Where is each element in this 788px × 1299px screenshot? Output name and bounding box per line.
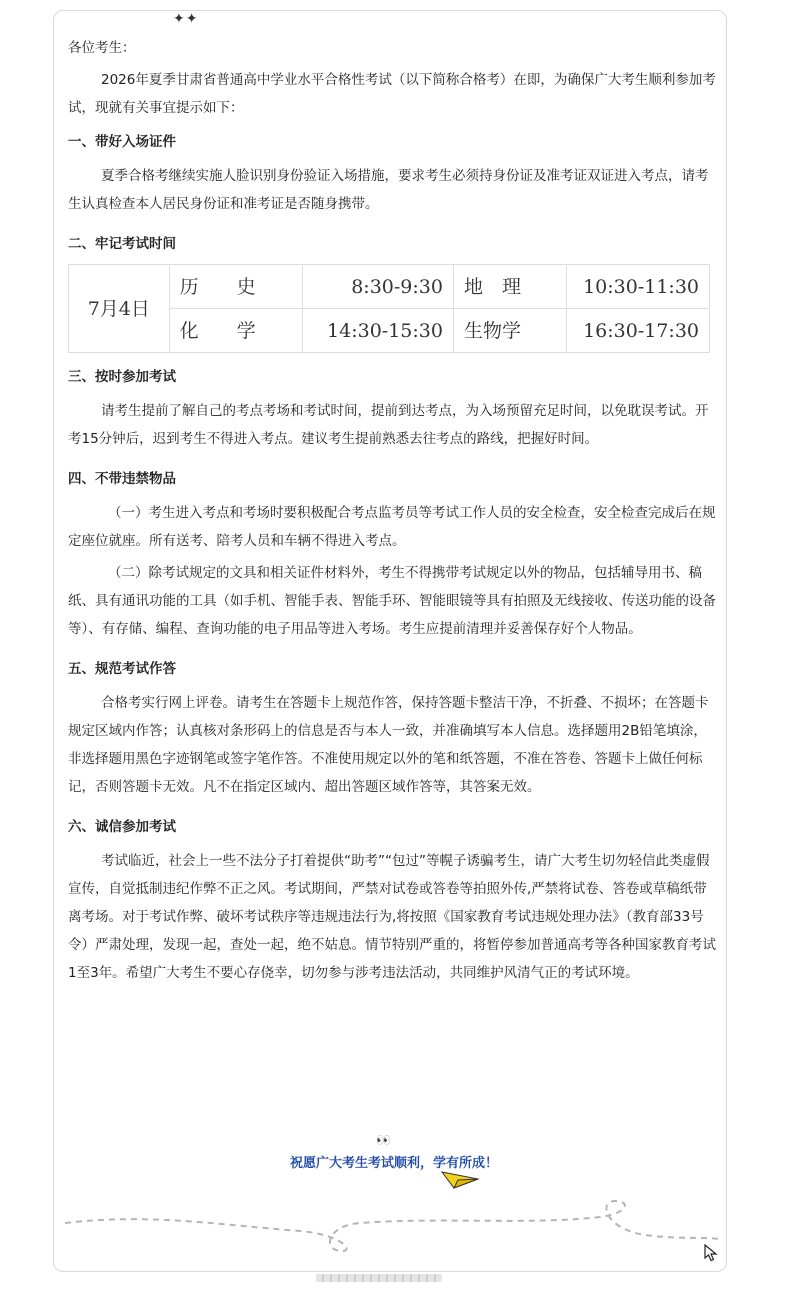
paper-plane-icon: [440, 1166, 480, 1192]
greeting: 各位考生：: [68, 40, 136, 56]
dashed-swirl-line-icon: [60, 1195, 730, 1265]
schedule-subject: 历 史: [169, 265, 302, 309]
schedule-row: [69, 265, 710, 309]
schedule-time: 10:30-11:30: [566, 265, 709, 309]
section-4-paragraph-2: （二）除考试规定的文具和相关证件材料外，考生不得携带考试规定以外的物品，包括辅导用书、稿纸、具有通讯功能的工具（如手机、智能手表、智能手环、智能眼镜等具有拍照及无线接收、传送功能的设备等）、有存储、编程、查询功能的电子用品等进入考场。考生应提前清理并妥善保存好个人物品。: [68, 565, 716, 637]
section-4-paragraph-1: （一）考生进入考点和考场时要积极配合考点监考员等考试工作人员的安全检查，安全检查完成后在规定座位就座。所有送考、陪考人员和车辆不得进入考点。: [68, 505, 716, 549]
schedule-time: 16:30-17:30: [566, 309, 709, 353]
sparkle-icon: ✦✦: [169, 11, 202, 27]
exam-schedule-table: [68, 264, 710, 353]
intro-paragraph: 2026年夏季甘肃省普通高中学业水平合格性考试（以下简称合格考）在即，为确保广大考生顺利参加考试，现就有关事宜提示如下：: [68, 72, 716, 116]
section-heading-4: 四、不带违禁物品: [68, 471, 176, 487]
section-heading-3: 三、按时参加考试: [68, 369, 176, 385]
section-3-paragraph: 请考生提前了解自己的考点考场和考试时间，提前到达考点，为入场预留充足时间，以免耽误考试。开考15分钟后，迟到考生不得进入考点。建议考生提前熟悉去往考点的路线，把握好时间。: [68, 403, 709, 447]
section-heading-5: 五、规范考试作答: [68, 661, 176, 677]
schedule-time: 8:30-9:30: [302, 265, 453, 309]
schedule-time: 14:30-15:30: [302, 309, 453, 353]
schedule-date: 7月4日: [69, 265, 170, 353]
article-body: [68, 34, 718, 987]
schedule-subject: 化 学: [169, 309, 302, 353]
eyes-icon: 👀: [376, 1133, 391, 1147]
section-heading-1: 一、带好入场证件: [68, 134, 176, 150]
cursor-arrow-icon: [703, 1244, 719, 1262]
watermark-bar: [316, 1274, 442, 1282]
section-5-paragraph: 合格考实行网上评卷。请考生在答题卡上规范作答，保持答题卡整洁干净，不折叠、不损坏；在答题卡规定区域内作答；认真核对条形码上的信息是否与本人一致，并准确填写本人信息。选择题用2B铅笔填涂，非选择题用黑色字迹钢笔或签字笔作答。不准使用规定以外的笔和纸答题，不准在答卷、答题卡上做任何标记，否则答题卡无效。凡不在指定区域内、超出答题区域作答等，其答案无效。: [68, 695, 709, 795]
section-6-paragraph: 考试临近，社会上一些不法分子打着提供“助考”“包过”等幌子诱骗考生，请广大考生切勿轻信此类虚假宣传，自觉抵制违纪作弊不正之风。考试期间，严禁对试卷或答卷等拍照外传,严禁将试卷、答卷或草稿纸带离考场。对于考试作弊、破坏考试秩序等违规违法行为,将按照《国家教育考试违规处理办法》（教育部33号令）严肃处理，发现一起，查处一起，绝不姑息。情节特别严重的，将暂停参加普通高考等各种国家教育考试1至3年。希望广大考生不要心存侥幸，切勿参与涉考违法活动，共同维护风清气正的考试环境。: [68, 853, 716, 981]
schedule-subject: 生物学: [453, 309, 566, 353]
closing-wish: 祝愿广大考生考试顺利，学有所成！: [289, 1156, 498, 1171]
section-heading-6: 六、诚信参加考试: [68, 819, 176, 835]
section-1-paragraph: 夏季合格考继续实施人脸识别身份验证入场措施，要求考生必须持身份证及准考证双证进入考点，请考生认真检查本人居民身份证和准考证是否随身携带。: [68, 168, 709, 212]
section-heading-2: 二、牢记考试时间: [68, 236, 176, 252]
schedule-subject: 地 理: [453, 265, 566, 309]
